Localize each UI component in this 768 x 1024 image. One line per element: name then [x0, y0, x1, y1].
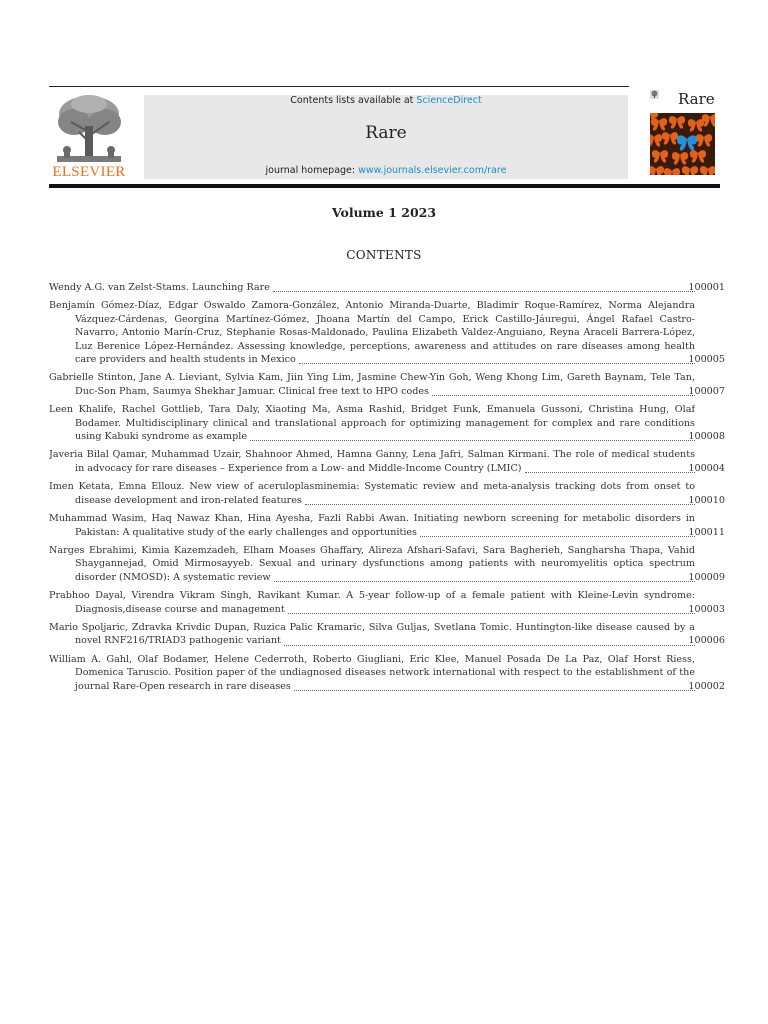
- toc-entry-citation: Narges Ebrahimi, Kimia Kazemzadeh, Elham Moases Ghaffary, Alireza Afshari-Safavi, Sara Bagherieh, Sangharsha Thapa, Vahid Shaygannejad, Omid Mirmosayyeb. Sexual and urinary dysfunctions among patients with neuromyelitis optica spectrum disorder (NMOSD): A systematic review: [49, 544, 695, 583]
- toc-entry-leader-dots: [420, 535, 695, 537]
- toc-entry-citation: Imen Ketata, Emna Ellouz. New view of aceruloplasminemia: Systematic review and meta-analysis tracking dots from onset to disease development and iron-related features: [49, 481, 695, 506]
- toc-entry-leader-dots: [273, 290, 695, 292]
- journal-homepage-line: [144, 165, 628, 176]
- toc-entry-text: [49, 544, 695, 584]
- toc-entry-page-number: 100006: [688, 635, 725, 647]
- toc-entry-page-number: 100010: [688, 494, 725, 506]
- toc-entry-text: [49, 403, 695, 443]
- cover-journal-title: Rare: [678, 90, 715, 108]
- journal-homepage-link[interactable]: www.journals.elsevier.com/rare: [358, 165, 507, 176]
- toc-entry[interactable]: [49, 589, 729, 616]
- table-of-contents: [49, 281, 729, 698]
- toc-entry[interactable]: [49, 403, 729, 443]
- toc-entry[interactable]: [49, 621, 729, 648]
- toc-entry-leader-dots: [432, 394, 695, 396]
- journal-cover-thumbnail: [646, 86, 719, 179]
- toc-entry-citation: Wendy A.G. van Zelst-Stams. Launching Rare: [49, 282, 270, 293]
- toc-entry-page-number: 100002: [688, 680, 725, 692]
- header-top-rule: [49, 86, 629, 87]
- toc-entry-page-number: 100004: [688, 462, 725, 474]
- volume-heading: Volume 1 2023: [331, 205, 437, 220]
- toc-entry-citation: Gabrielle Stinton, Jane A. Lieviant, Sylvia Kam, Jiin Ying Lim, Jasmine Chew-Yin Goh, Weng Khong Lim, Gareth Baynam, Tele Tan, Duc-Son Pham, Saumya Shekhar Jamuar. Clinical free text to HPO codes: [49, 372, 695, 397]
- toc-entry-text: [49, 299, 695, 366]
- toc-entry[interactable]: [49, 653, 729, 693]
- toc-entry-leader-dots: [250, 439, 695, 441]
- toc-entry[interactable]: [49, 544, 729, 584]
- toc-entry-leader-dots: [274, 580, 695, 582]
- elsevier-mini-logo-icon: [650, 90, 659, 99]
- toc-entry-citation: Prabhoo Dayal, Virendra Vikram Singh, Ravikant Kumar. A 5-year follow-up of a female patient with Kleine-Levin syndrome: Diagnosis,disease course and management: [49, 590, 695, 615]
- toc-entry-citation: Muhammad Wasim, Haq Nawaz Khan, Hina Ayesha, Fazli Rabbi Awan. Initiating newborn screening for metabolic disorders in Pakistan: A qualitative study of the early challenges and opportunities: [49, 513, 695, 538]
- publisher-name: ELSEVIER: [52, 164, 126, 180]
- butterfly-pattern-icon: [650, 113, 715, 175]
- toc-entry-citation: Benjamín Gómez-Díaz, Edgar Oswaldo Zamora-González, Antonio Miranda-Duarte, Bladimir Roque-Ramírez, Norma Alejandra Vázquez-Cárdenas, Georgina Martínez-Gómez, Jhoana Martín del Campo, Erick Castillo-Jáuregui, Ángel Rafael Castro-Navarro, Antonio Marín-Cruz, Stephanie Rosas-Maldonado, Paulina Elizabeth Valdez-Anguiano, Reyna Araceli Barrera-López, Luz Berenice López-Hernández. Assessing knowledge, perceptions, awareness and attitudes on rare diseases among health care providers and health students in Mexico: [49, 300, 695, 366]
- toc-entry-page-number: 100001: [688, 282, 725, 293]
- header-bottom-rule: [49, 184, 720, 188]
- toc-entry-citation: Leen Khalife, Rachel Gottlieb, Tara Daly, Xiaoting Ma, Asma Rashid, Bridget Funk, Emanuela Gussoni, Christina Hung, Olaf Bodamer. Multidisciplinary clinical and translational approach for optimizing management for complex and rare conditions using Kabuki syndrome as example: [49, 404, 695, 443]
- toc-entry[interactable]: [49, 448, 729, 475]
- contents-heading: CONTENTS: [346, 248, 422, 262]
- toc-entry-page-number: 100011: [688, 526, 725, 538]
- contents-prefix: Contents lists available at: [290, 95, 417, 106]
- toc-entry-leader-dots: [305, 503, 695, 505]
- toc-entry-text: [49, 653, 695, 693]
- toc-entry-leader-dots: [288, 612, 695, 614]
- toc-entry[interactable]: [49, 299, 729, 366]
- toc-entry-page-number: 100009: [688, 571, 725, 583]
- toc-entry-leader-dots: [294, 689, 695, 691]
- toc-entry-leader-dots: [525, 471, 695, 473]
- journal-title: Rare: [365, 123, 407, 143]
- toc-entry-leader-dots: [299, 362, 695, 364]
- toc-entry-leader-dots: [284, 644, 695, 646]
- sciencedirect-link[interactable]: ScienceDirect: [416, 95, 482, 106]
- homepage-prefix: journal homepage:: [265, 165, 359, 176]
- toc-entry[interactable]: [49, 512, 729, 539]
- contents-availability-line: [144, 95, 628, 106]
- toc-entry-page-number: 100007: [688, 385, 725, 397]
- journal-header-box: [144, 95, 628, 179]
- toc-entry-citation: William A. Gahl, Olaf Bodamer, Helene Cederroth, Roberto Giugliani, Eric Klee, Manuel Posada De La Paz, Olaf Horst Riess, Domenica Taruscio. Position paper of the undiagnosed diseases network international with respect to the establishment of the journal Rare-Open research in rare diseases: [49, 653, 695, 692]
- toc-entry-citation: Javeria Bilal Qamar, Muhammad Uzair, Shahnoor Ahmed, Hamna Ganny, Lena Jafri, Salman Kirmani. The role of medical students in advocacy for rare diseases – Experience from a Low- and Middle-Income Country (LMIC): [49, 449, 695, 474]
- toc-entry-citation: Mario Spoljaric, Zdravka Krivdic Dupan, Ruzica Palic Kramaric, Silva Guljas, Svetlana Tomic. Huntington-like disease caused by a novel RNF216/TRIAD3 pathogenic variant: [49, 621, 695, 647]
- toc-entry[interactable]: [49, 480, 729, 507]
- toc-entry-page-number: 100005: [688, 354, 725, 366]
- toc-entry[interactable]: [49, 371, 729, 398]
- toc-entry-page-number: 100003: [688, 603, 725, 615]
- toc-entry-page-number: 100008: [688, 431, 725, 443]
- toc-entry[interactable]: [49, 281, 729, 294]
